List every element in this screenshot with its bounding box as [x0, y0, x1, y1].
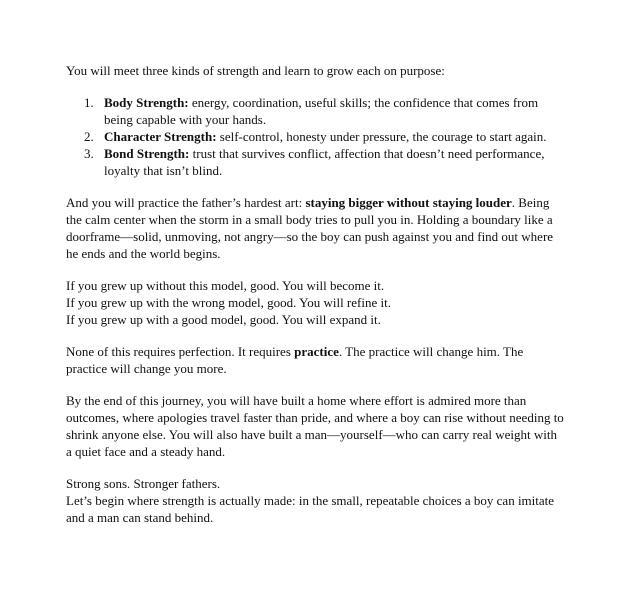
strength-list — [66, 94, 566, 179]
list-item: 1. Body Strength: energy, coordination, useful skills; the confidence that comes from being capable with your hands. — [84, 95, 539, 127]
list-item: 2. Character Strength: self-control, honesty under pressure, the courage to start again. — [84, 129, 547, 144]
journey-paragraph: By the end of this journey, you will have built a home where effort is admired more than outcomes, where apologies travel faster than pride, and where a boy can rise without needing to shrink anyone else. You will also have built a man—yourself—who can carry real weight with a quiet face and a steady hand. — [66, 393, 564, 459]
closing-paragraph: Strong sons. Stronger fathers. Let’s begin where strength is actually made: in the small, repeatable choices a boy can imitate and a man can stand behind. — [66, 476, 555, 525]
model-paragraph: If you grew up without this model, good. You will become it. If you grew up with the wrong model, good. You will refine it. If you grew up with a good model, good. You will expand it. — [66, 278, 391, 327]
intro-paragraph: You will meet three kinds of strength and learn to grow each on purpose: — [66, 63, 445, 78]
list-item-title: Body Strength: — [104, 95, 189, 110]
hardest-art-paragraph: And you will practice the father’s hardest art: staying bigger without staying louder. Being the calm center when the storm in a small body tries to pull you in. Holding a boundary like a doorframe—solid, unmoving, not angry—so the boy can push against you and find out where he ends and the world begins. — [66, 195, 554, 261]
practice-paragraph: None of this requires perfection. It requires practice. The practice will change him. The practice will change you more. — [66, 344, 524, 376]
document-page — [66, 62, 566, 541]
list-item: 3. Bond Strength: trust that survives conflict, affection that doesn’t need performance, loyalty that isn’t blind. — [84, 146, 545, 178]
list-item-title: Character Strength: — [104, 129, 217, 144]
list-item-title: Bond Strength: — [104, 146, 190, 161]
